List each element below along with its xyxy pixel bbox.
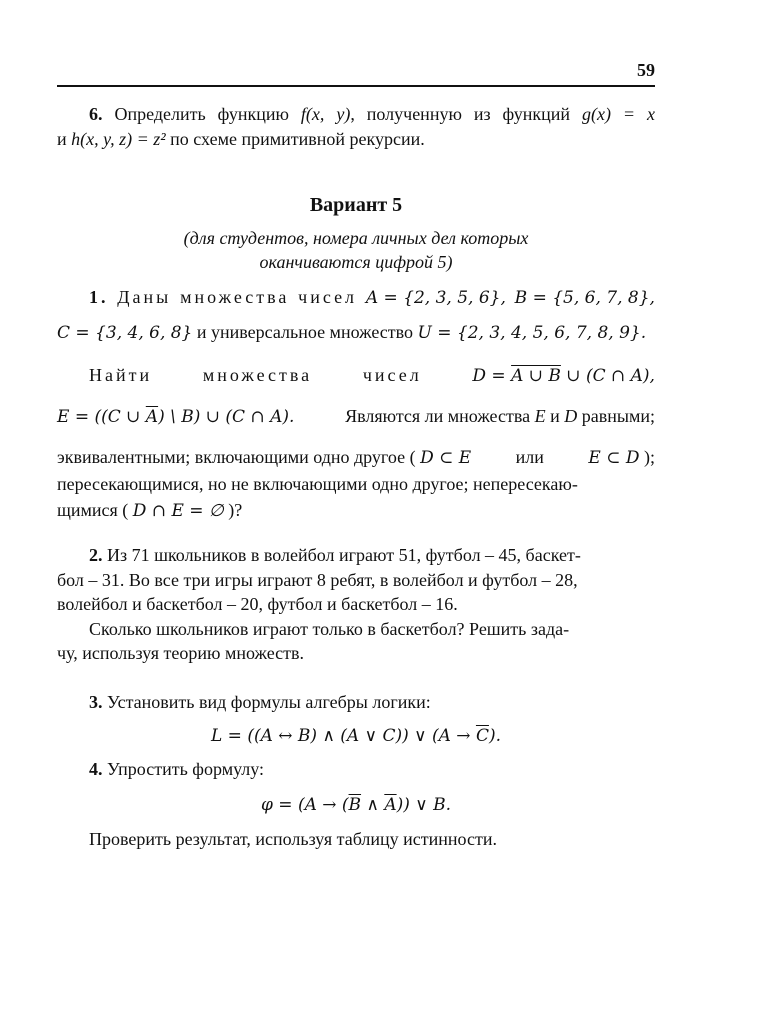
task-1-word-2: множества <box>180 287 290 307</box>
task-6-g: g(x) = x <box>581 104 655 124</box>
task-1-line-4 <box>57 399 655 434</box>
task-6-text: Определить функцию <box>114 104 289 124</box>
question-end: равными; <box>581 406 655 426</box>
task-4-number: 4. <box>89 759 103 779</box>
variant-heading <box>57 192 655 218</box>
formula-l-post: ). <box>488 726 501 746</box>
formula-phi <box>261 795 451 815</box>
formula-phi-mid: ∧ <box>361 795 385 815</box>
formula-phi-overline-a: $\overline{A}$ <box>384 795 397 815</box>
task-2-line-1 <box>57 543 655 568</box>
task-3-text: Установить вид формулы алгебры логики: <box>107 692 431 712</box>
set-d-pre: D = <box>472 366 512 386</box>
subset-d-e: D ⊂ E <box>420 448 472 468</box>
task-3-formula <box>57 723 655 749</box>
task-6-mid: , полученную из функций <box>350 104 571 124</box>
task-2 <box>57 543 655 666</box>
set-u: U = {2, 3, 4, 5, 6, 7, 8, 9}. <box>417 323 647 343</box>
task-3 <box>57 690 655 715</box>
set-b: B = {5, 6, 7, 8}, <box>514 288 655 308</box>
formula-phi-overline-b: $\overline{B}$ <box>348 795 362 815</box>
page-number: 59 <box>637 60 655 80</box>
question-e: E <box>534 406 546 426</box>
task-1-line-3 <box>57 358 655 393</box>
variant-subtitle <box>57 226 655 274</box>
set-e-post: ) \ B) ∪ (C ∩ A). <box>158 407 295 427</box>
line-5-or: или <box>515 447 544 467</box>
line-7-text: щимися ( <box>57 500 129 520</box>
line-7-close: )? <box>228 500 243 520</box>
formula-l-overline: $\overline{C}$ <box>475 726 489 746</box>
formula-phi-post: )) ∨ B. <box>396 795 452 815</box>
question-text: Являются ли множества <box>345 406 531 426</box>
task-6-line-1 <box>57 102 655 127</box>
set-d-overline: A ∪ B <box>511 366 561 386</box>
task-1-sets: множества <box>202 365 313 385</box>
empty-intersection: D ∩ E = ∅ <box>132 501 224 521</box>
line-5-close: ); <box>644 447 655 467</box>
task-6-line-2 <box>57 127 655 152</box>
task-2-line-4: Сколько школьников играют только в баскетбол? Решить зада- <box>89 618 570 639</box>
page-header <box>57 60 655 88</box>
variant-subtitle-line-1: (для студентов, номера личных дел которых <box>183 228 529 248</box>
task-1-line-6: пересекающимися, но не включающими одно другое; непересекаю- <box>57 474 578 494</box>
task-6-h: h(x, y, z) = z² <box>71 129 166 149</box>
task-1 <box>57 280 655 434</box>
set-e-overline: $\overline{A}$ <box>145 407 159 427</box>
header-rule <box>57 85 655 87</box>
task-1-numbers: чисел <box>362 365 422 385</box>
task-2-line-2: бол – 31. Во все три игры играют 8 ребят, в волейбол и футбол – 28, <box>57 569 578 590</box>
task-3-number: 3. <box>89 692 103 712</box>
task-4-line <box>57 757 655 782</box>
task-4-text: Упростить формулу: <box>107 759 265 779</box>
task-1-line-1 <box>57 280 655 315</box>
task-3-line <box>57 690 655 715</box>
subset-e-d: E ⊂ D <box>588 448 640 468</box>
variant-title: Вариант 5 <box>309 194 403 216</box>
task-2-line-3: волейбол и баскетбол – 20, футбол и баскетбол – 16. <box>57 594 458 614</box>
task-6-line-2-end: по схеме примитивной рекурсии. <box>170 129 425 149</box>
task-2-text-1: Из 71 школьников в волейбол играют 51, футбол – 45, баскет- <box>107 545 581 565</box>
task-6-f: f(x, y) <box>300 104 351 124</box>
set-e-pre: E = ((C ∪ <box>57 407 146 427</box>
task-1-continued <box>57 444 655 524</box>
task-1-number: 1. <box>89 287 109 307</box>
book-page <box>57 0 655 1024</box>
line-5-start <box>57 444 471 471</box>
question-d: D <box>564 406 578 426</box>
task-1-line-2 <box>57 315 655 350</box>
task-2-line-5: чу, используя теорию множеств. <box>57 643 305 663</box>
set-d-formula <box>472 359 655 393</box>
task-1-line-5 <box>57 444 655 471</box>
task-6-line-2-start: и <box>57 129 67 149</box>
set-e-formula <box>57 400 294 434</box>
task-6 <box>57 102 655 152</box>
task-1-question <box>345 399 655 433</box>
set-d-post: ∪ (C ∩ A), <box>560 366 655 386</box>
task-4 <box>57 757 655 782</box>
set-c: C = {3, 4, 6, 8} <box>57 323 193 343</box>
formula-l-pre: L = ((A ↔ B) ∧ (A ∨ C)) ∨ (A → <box>210 726 476 746</box>
variant-subtitle-line-2: оканчиваются цифрой 5) <box>259 252 453 272</box>
formula-phi-pre: φ = (A → ( <box>260 795 349 815</box>
task-1-word-1: Даны <box>117 287 172 307</box>
universal-set-text: и универсальное множество <box>196 322 414 342</box>
question-and: и <box>550 406 560 426</box>
task-4-check <box>57 827 655 852</box>
set-a: A = {2, 3, 5, 6}, <box>365 288 506 308</box>
task-1-find: Найти <box>89 365 153 385</box>
task-1-word-3: чисел <box>298 287 358 307</box>
line-5-end <box>588 444 655 471</box>
task-6-number: 6. <box>89 104 103 124</box>
line-5-text: эквивалентными; включающими одно другое ( <box>57 447 416 467</box>
formula-l <box>211 726 501 746</box>
task-4-check-text: Проверить результат, используя таблицу истинности. <box>89 829 497 849</box>
task-2-number: 2. <box>89 545 103 565</box>
task-1-line-7 <box>57 497 655 524</box>
task-4-formula <box>57 792 655 818</box>
